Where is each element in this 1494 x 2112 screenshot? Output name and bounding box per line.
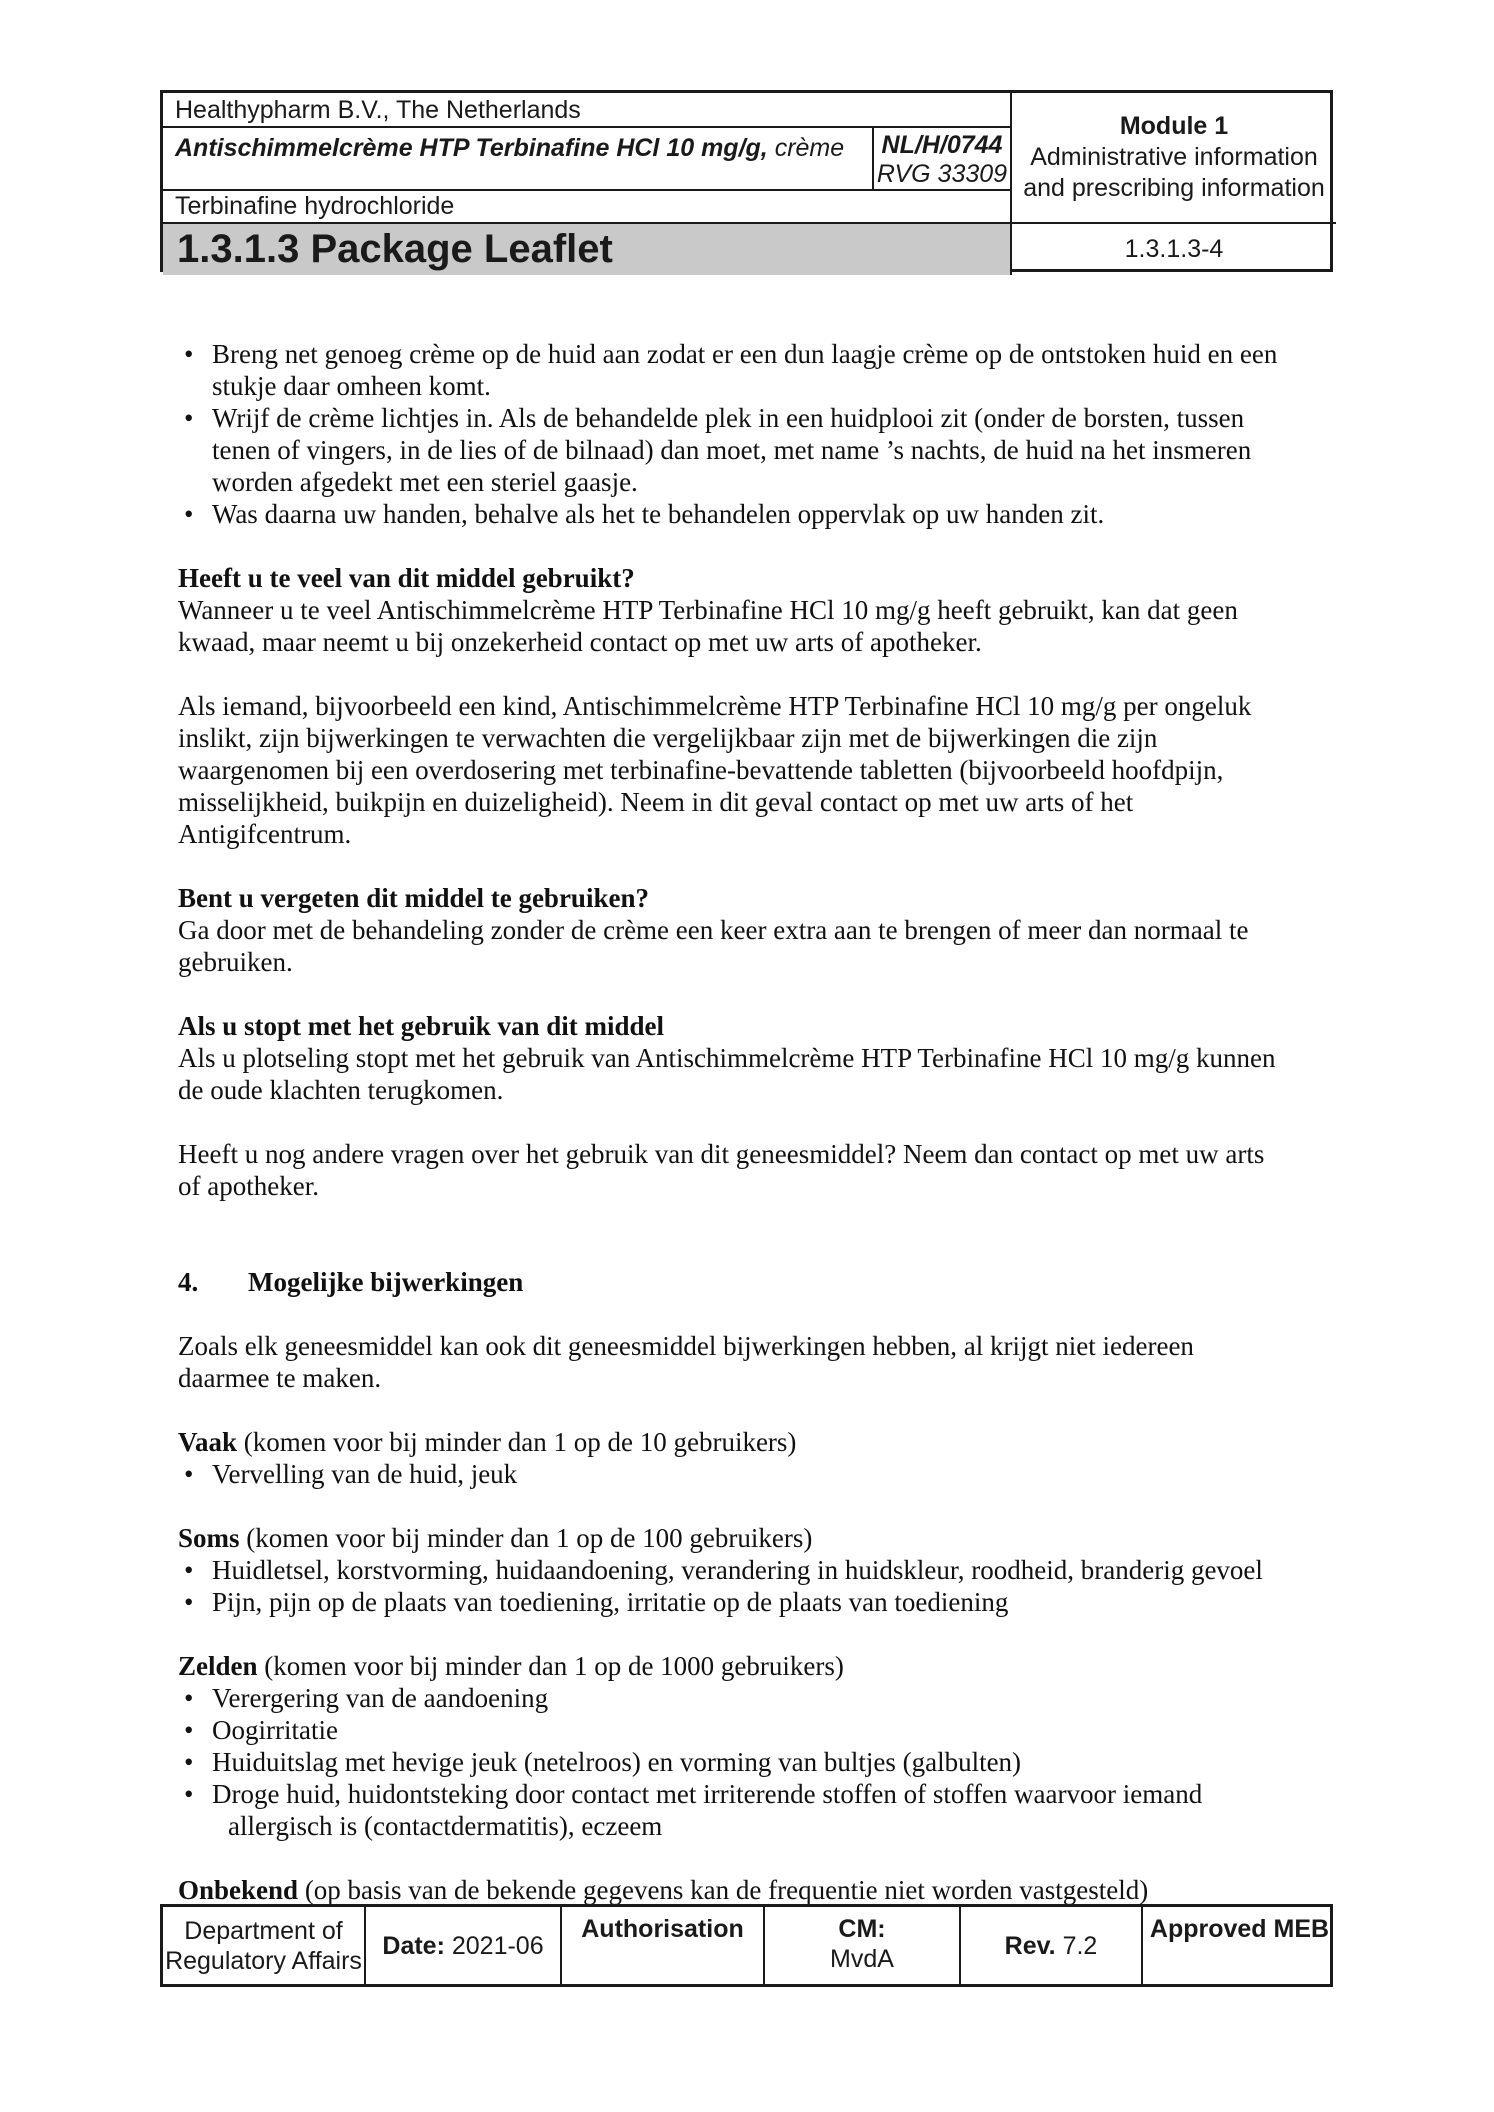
numbered-heading <box>178 1266 1318 1298</box>
rev-value: 7.2 <box>1055 1931 1098 1960</box>
section-heading: Heeft u te veel van dit middel gebruikt? <box>178 563 635 593</box>
text-line: daarmee te maken. <box>178 1363 382 1393</box>
block-label <box>178 1522 1318 1554</box>
header-table <box>160 90 1333 272</box>
block-p <box>178 1042 1318 1106</box>
cm-cell <box>763 1907 959 1984</box>
text-line: Wanneer u te veel Antischimmelcrème HTP Terbinafine HCl 10 mg/g heeft gebruikt, kan dat geen <box>178 595 1238 625</box>
block-h <box>178 562 1318 594</box>
heading-number: 4. <box>178 1267 199 1297</box>
department-cell <box>163 1907 364 1984</box>
bullet-item-continuation: worden afgedekt met een steriel gaasje. <box>212 467 638 497</box>
text-line: Als u plotseling stopt met het gebruik van Antischimmelcrème HTP Terbinafine HCl 10 mg/g kunnen <box>178 1043 1276 1073</box>
department-line1: Department of <box>184 1916 343 1945</box>
heading-text: Mogelijke bijwerkingen <box>248 1267 524 1297</box>
codes-cell <box>872 128 1010 191</box>
frequency-label <box>178 1874 1318 1906</box>
module-cell <box>1010 93 1336 224</box>
date-value: 2021-06 <box>444 1931 544 1960</box>
block-p <box>178 594 1318 658</box>
section-heading: Als u stopt met het gebruik van dit middel <box>178 1011 665 1041</box>
module-subtitle-1: Administrative information <box>1030 143 1318 171</box>
bullet-item-continuation: allergisch is (contactdermatitis), eczeem <box>228 1811 663 1841</box>
frequency-term: Onbekend <box>178 1875 299 1905</box>
block-h <box>178 1010 1318 1042</box>
document-body <box>178 338 1318 1906</box>
bullet-item: • Breng net genoeg crème op de huid aan zodat er een dun laagje crème op de ontstoken huid en een <box>178 338 1318 370</box>
doc-title-cell <box>163 224 1010 275</box>
footer-table <box>160 1904 1333 1987</box>
module-subtitle-2: and prescribing information <box>1023 174 1325 202</box>
frequency-term: Soms <box>178 1523 240 1553</box>
authorisation-label: Authorisation <box>581 1915 744 1943</box>
approved-label: Approved MEB <box>1149 1915 1330 1943</box>
block-label <box>178 1426 1318 1458</box>
cm-label: CM: <box>838 1915 886 1943</box>
page-ref: 1.3.1.3-4 <box>1124 235 1224 263</box>
text-line: of apotheker. <box>178 1171 319 1201</box>
doc-title: 1.3.1.3 Package Leaflet <box>177 227 613 271</box>
substance-name: Terbinafine hydrochloride <box>175 192 455 220</box>
frequency-description: (op basis van de bekende gegevens kan de frequentie niet worden vastgesteld) <box>298 1875 1149 1905</box>
bullet-item-continuation: tenen of vingers, in de lies of de bilnaad) dan moet, met name ’s nachts, de huid na het insmeren <box>212 435 1252 465</box>
substance-cell <box>163 191 1010 224</box>
bullet-item: • Pijn, pijn op de plaats van toediening, irritatie op de plaats van toediening <box>178 1586 1318 1618</box>
text-line: Als iemand, bijvoorbeeld een kind, Antischimmelcrème HTP Terbinafine HCl 10 mg/g per ongeluk <box>178 691 1252 721</box>
block-nh <box>178 1266 1318 1298</box>
frequency-description: (komen voor bij minder dan 1 op de 100 gebruikers) <box>239 1523 813 1553</box>
text-line: Heeft u nog andere vragen over het gebruik van dit geneesmiddel? Neem dan contact op met uw arts <box>178 1139 1265 1169</box>
frequency-label <box>178 1522 1318 1554</box>
frequency-label <box>178 1650 1318 1682</box>
product-name: Antischimmelcrème HTP Terbinafine HCl 10 mg/g, <box>175 134 768 162</box>
block-bullets <box>178 1554 1318 1618</box>
department-line2: Regulatory Affairs <box>165 1946 362 1975</box>
block-label <box>178 1650 1318 1682</box>
frequency-term: Vaak <box>178 1427 238 1457</box>
bullet-item: • Huiduitslag met hevige jeuk (netelroos) en vorming van bultjes (galbulten) <box>178 1746 1318 1778</box>
bullet-item: • Huidletsel, korstvorming, huidaandoening, verandering in huidskleur, roodheid, branderig gevoel <box>178 1554 1318 1586</box>
bullet-item: • Droge huid, huidontsteking door contact met irriterende stoffen of stoffen waarvoor iemand <box>178 1778 1318 1810</box>
approved-cell <box>1141 1907 1336 1984</box>
revision-cell <box>959 1907 1141 1984</box>
frequency-term: Zelden <box>178 1651 258 1681</box>
bullet-item-continuation: stukje daar omheen komt. <box>212 371 491 401</box>
section-heading: Bent u vergeten dit middel te gebruiken? <box>178 883 649 913</box>
text-line: Antigifcentrum. <box>178 819 352 849</box>
block-h <box>178 882 1318 914</box>
bullet-item: • Wrijf de crème lichtjes in. Als de behandelde plek in een huidplooi zit (onder de borsten, tussen <box>178 402 1318 434</box>
bullet-item: • Oogirritatie <box>178 1714 1318 1746</box>
module-title: Module 1 <box>1119 112 1229 140</box>
block-p <box>178 1138 1318 1202</box>
block-bullets <box>178 1458 1318 1490</box>
block-label <box>178 1874 1318 1906</box>
authorisation-cell <box>560 1907 763 1984</box>
block-p <box>178 914 1318 978</box>
text-line: de oude klachten terugkomen. <box>178 1075 504 1105</box>
product-form: crème <box>767 134 845 162</box>
frequency-description: (komen voor bij minder dan 1 op de 10 gebruikers) <box>237 1427 797 1457</box>
bullet-item: • Verergering van de aandoening <box>178 1682 1318 1714</box>
date-label: Date: <box>382 1931 445 1960</box>
frequency-description: (komen voor bij minder dan 1 op de 1000 gebruikers) <box>257 1651 844 1681</box>
rev-label: Rev. <box>1004 1931 1056 1960</box>
text-line: Ga door met de behandeling zonder de crème een keer extra aan te brengen of meer dan normaal te <box>178 915 1249 945</box>
text-line: Zoals elk geneesmiddel kan ook dit geneesmiddel bijwerkingen hebben, al krijgt niet iedereen <box>178 1331 1194 1361</box>
frequency-label <box>178 1426 1318 1458</box>
date-cell <box>364 1907 560 1984</box>
cm-value: MvdA <box>830 1945 894 1973</box>
block-p <box>178 1330 1318 1394</box>
block-bullets <box>178 338 1318 530</box>
product-cell <box>163 128 872 191</box>
bullet-item: • Was daarna uw handen, behalve als het te behandelen oppervlak op uw handen zit. <box>178 498 1318 530</box>
company-cell <box>163 93 1010 128</box>
company-name: Healthypharm B.V., The Netherlands <box>175 96 581 124</box>
page-ref-cell <box>1010 224 1336 275</box>
rvg-number: RVG 33309 <box>876 160 1008 188</box>
text-line: misselijkheid, buikpijn en duizeligheid). Neem in dit geval contact op met uw arts of het <box>178 787 1134 817</box>
block-bullets <box>178 1682 1318 1842</box>
text-line: kwaad, maar neemt u bij onzekerheid contact op met uw arts of apotheker. <box>178 627 982 657</box>
block-p <box>178 690 1318 850</box>
procedure-number: NL/H/0744 <box>881 131 1003 159</box>
text-line: waargenomen bij een overdosering met terbinafine-bevattende tabletten (bijvoorbeeld hoofdpijn, <box>178 755 1224 785</box>
text-line: inslikt, zijn bijwerkingen te verwachten die vergelijkbaar zijn met de bijwerkingen die zijn <box>178 723 1158 753</box>
bullet-item: • Vervelling van de huid, jeuk <box>178 1458 1318 1490</box>
text-line: gebruiken. <box>178 947 293 977</box>
